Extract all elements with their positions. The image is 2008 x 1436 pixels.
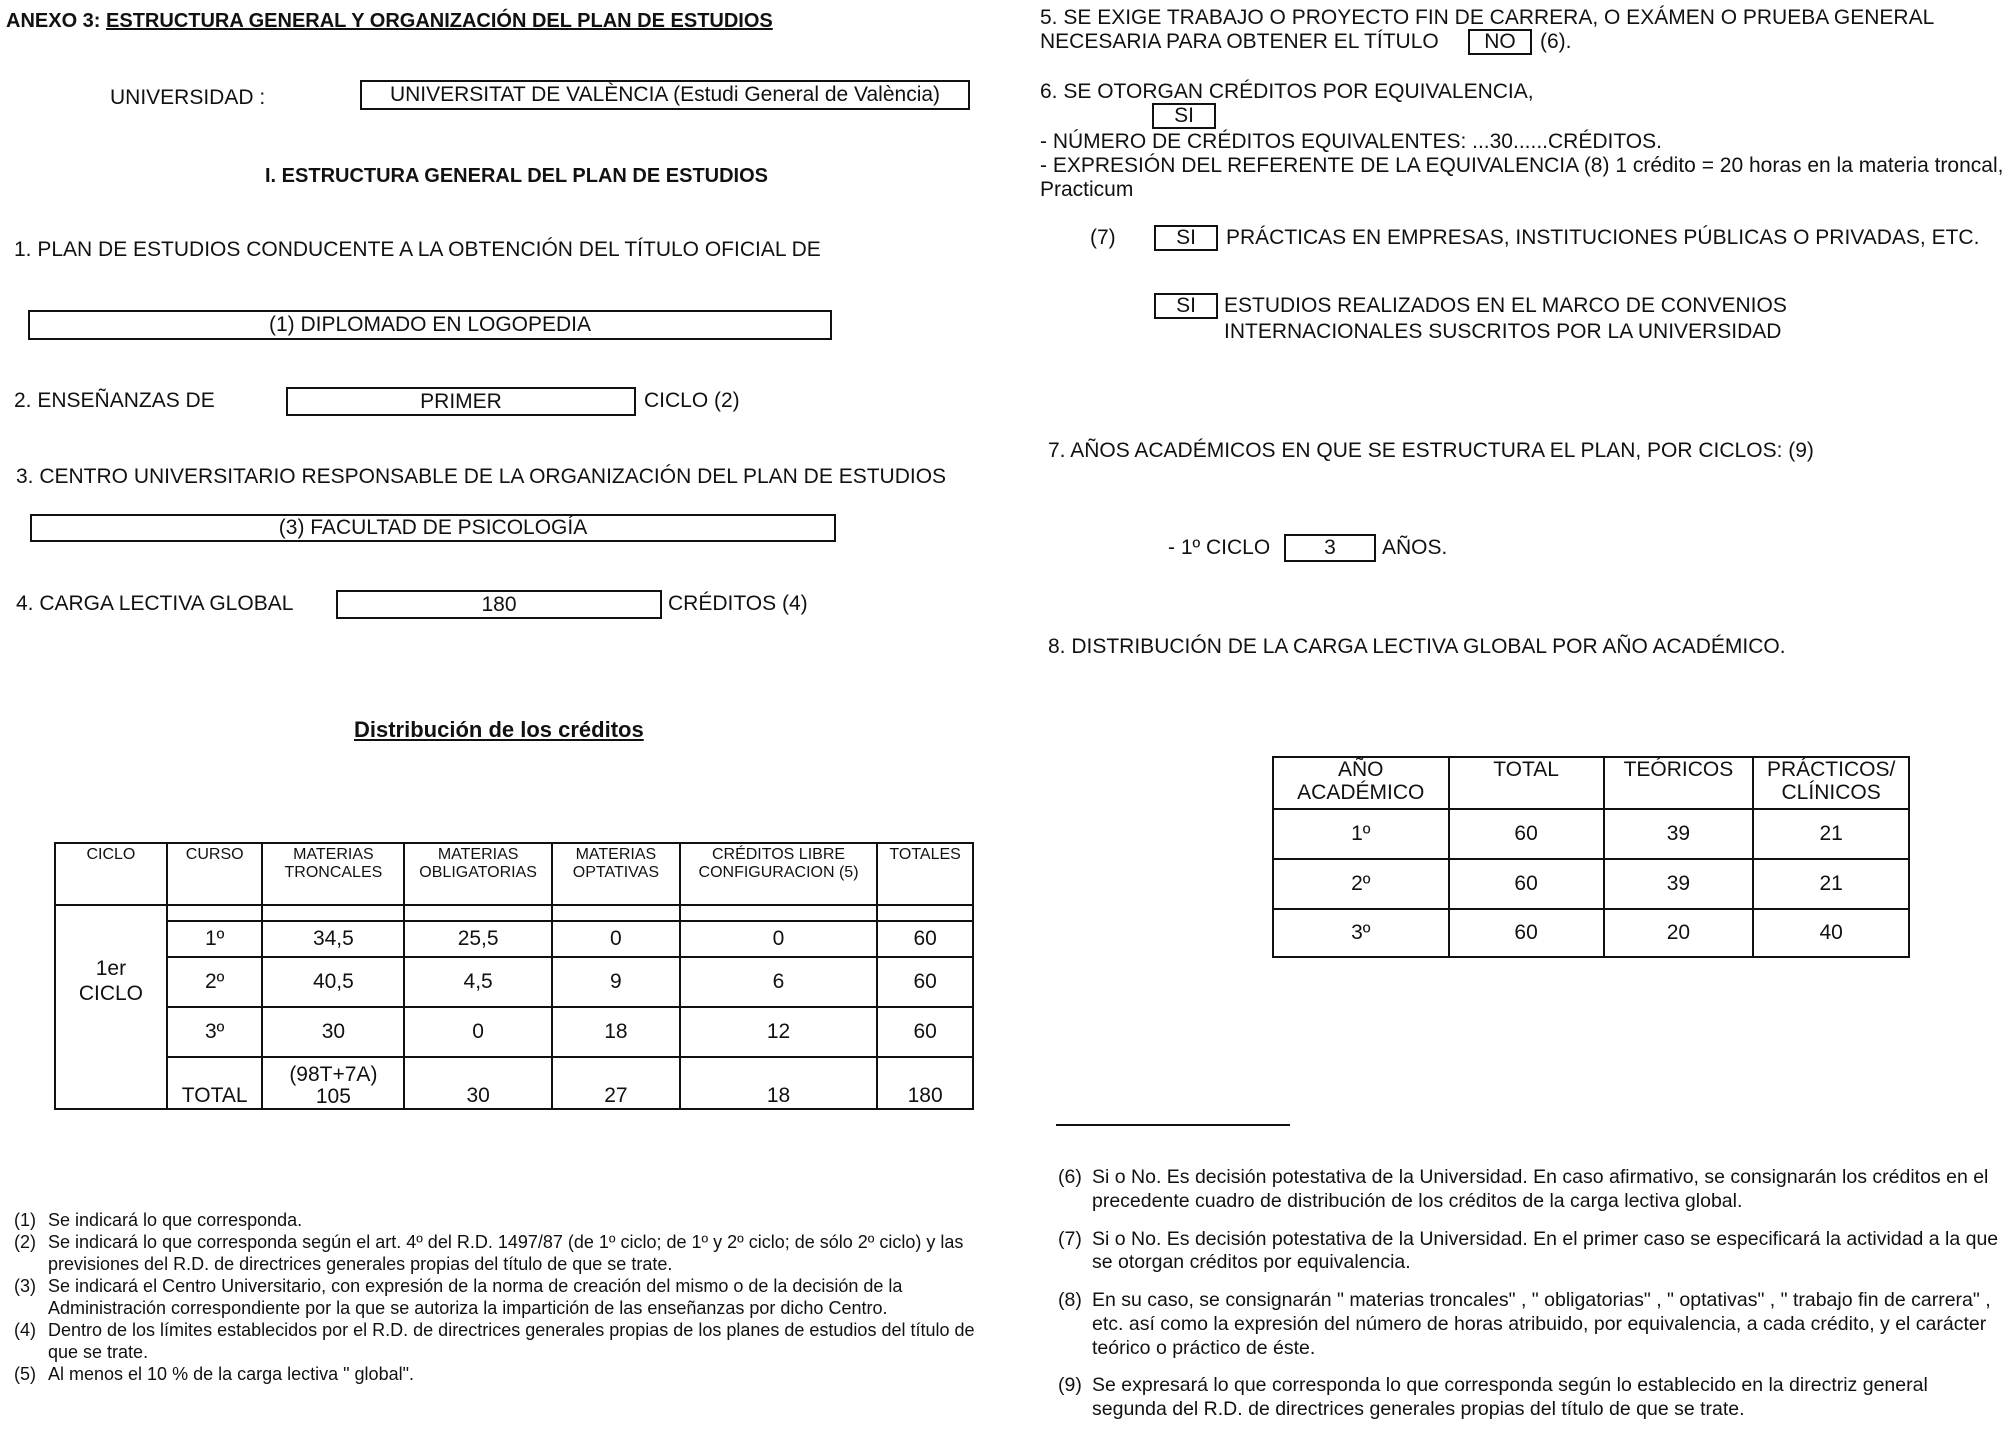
header-totales: TOTALES xyxy=(877,843,973,905)
annex-heading xyxy=(6,10,773,33)
header-optativas: MATERIAS OPTATIVAS xyxy=(552,843,680,905)
table-row xyxy=(55,921,973,957)
row1-libre: 0 xyxy=(680,921,877,957)
row3-troncales: 30 xyxy=(262,1007,404,1057)
cycle-years-suffix: AÑOS. xyxy=(1382,536,1448,559)
row1-totales: 60 xyxy=(877,921,973,957)
row2-libre: 6 xyxy=(680,957,877,1007)
header-teoricos: TEÓRICOS xyxy=(1604,757,1754,809)
total-obligatorias: 30 xyxy=(404,1057,552,1109)
year2: 2º xyxy=(1273,859,1449,909)
header-libre: CRÉDITOS LIBRE CONFIGURACION (5) xyxy=(680,843,877,905)
agreements-field: SI xyxy=(1154,293,1218,319)
year1-total: 60 xyxy=(1449,809,1604,859)
row3-curso: 3º xyxy=(167,1007,263,1057)
center-field: (3) FACULTAD DE PSICOLOGÍA xyxy=(30,514,836,542)
row2-totales: 60 xyxy=(877,957,973,1007)
agreements-text-1: ESTUDIOS REALIZADOS EN EL MARCO DE CONVENIOS xyxy=(1224,294,1787,317)
university-field: UNIVERSITAT DE VALÈNCIA (Estudi General de València) xyxy=(360,80,970,110)
row2-curso: 2º xyxy=(167,957,263,1007)
cycle-cell: 1er CICLO xyxy=(55,905,167,1057)
section-title: I. ESTRUCTURA GENERAL DEL PLAN DE ESTUDIOS xyxy=(265,165,769,187)
left-footnotes xyxy=(14,1210,984,1386)
footnote-8: (8) En su caso, se consignarán " materias troncales" , " obligatorias" , " optativas" , " trabajo fin de carrera" , etc. así como la expresión del número de horas atribuido, por equivalencia, a cada crédito, y el carácter teórico o práctico de éste. xyxy=(1058,1289,1991,1359)
year2-teoricos: 39 xyxy=(1604,859,1754,909)
year3: 3º xyxy=(1273,909,1449,957)
year3-teoricos: 20 xyxy=(1604,909,1754,957)
footnote-7: (7) Si o No. Es decisión potestativa de la Universidad. En el primer caso se especificará la actividad a la que se otorgan créditos por equivalencia. xyxy=(1058,1227,1999,1274)
header-year: AÑO ACADÉMICO xyxy=(1273,757,1449,809)
credits-table xyxy=(54,842,974,1110)
right-footnotes xyxy=(1058,1166,2004,1436)
footnote-4: (4) Dentro de los límites establecidos por el R.D. de directrices generales propias de los planes de estudios del título de que se trate. xyxy=(14,1319,975,1362)
item4-label: 4. CARGA LECTIVA GLOBAL xyxy=(16,592,294,615)
item5-suffix: (6). xyxy=(1540,30,1572,53)
header-practicos: PRÁCTICOS/ CLÍNICOS xyxy=(1753,757,1909,809)
footnote-divider xyxy=(1056,1124,1290,1126)
total-totales: 180 xyxy=(877,1057,973,1109)
header-curso: CURSO xyxy=(167,843,263,905)
row1-optativas: 0 xyxy=(552,921,680,957)
item2-suffix: CICLO (2) xyxy=(644,389,740,412)
row2-optativas: 9 xyxy=(552,957,680,1007)
years-field: 3 xyxy=(1284,534,1376,562)
item5-line2: NECESARIA PARA OBTENER EL TÍTULO xyxy=(1040,30,1439,53)
row2-troncales: 40,5 xyxy=(262,957,404,1007)
year1: 1º xyxy=(1273,809,1449,859)
table-row xyxy=(55,957,973,1007)
internship-text: PRÁCTICAS EN EMPRESAS, INSTITUCIONES PÚBLICAS O PRIVADAS, ETC. xyxy=(1226,226,1980,249)
header-ciclo: CICLO xyxy=(55,843,167,905)
total-row xyxy=(55,1057,973,1109)
row1-troncales: 34,5 xyxy=(262,921,404,957)
header-troncales: MATERIAS TRONCALES xyxy=(262,843,404,905)
item4-suffix: CRÉDITOS (4) xyxy=(668,592,808,615)
year3-practicos: 40 xyxy=(1753,909,1909,957)
row3-optativas: 18 xyxy=(552,1007,680,1057)
year-table xyxy=(1272,756,1910,958)
year1-teoricos: 39 xyxy=(1604,809,1754,859)
annex-title: ESTRUCTURA GENERAL Y ORGANIZACIÓN DEL PLAN DE ESTUDIOS xyxy=(106,10,773,32)
total-troncales-note: (98T+7A) xyxy=(289,1062,378,1086)
cycle-field: PRIMER xyxy=(286,387,636,416)
thesis-field: NO xyxy=(1468,29,1532,55)
total-libre: 18 xyxy=(680,1057,877,1109)
total-curso: TOTAL xyxy=(167,1057,263,1109)
item7-label: 7. AÑOS ACADÉMICOS EN QUE SE ESTRUCTURA EL PLAN, POR CICLOS: (9) xyxy=(1048,439,1814,462)
equivalence-field: SI xyxy=(1152,103,1216,129)
year2-total: 60 xyxy=(1449,859,1604,909)
table-row xyxy=(1273,859,1909,909)
credits-field: 180 xyxy=(336,590,662,619)
row3-libre: 12 xyxy=(680,1007,877,1057)
item5-line1: 5. SE EXIGE TRABAJO O PROYECTO FIN DE CARRERA, O EXÁMEN O PRUEBA GENERAL xyxy=(1040,6,1935,29)
total-optativas: 27 xyxy=(552,1057,680,1109)
footnote-3: (3) Se indicará el Centro Universitario, con expresión de la norma de creación del mismo o de la decisión de la Administración correspondiente por la que se autoriza la impartición de las enseñanzas por dicho Centro. xyxy=(14,1275,903,1318)
item6-credits: - NÚMERO DE CRÉDITOS EQUIVALENTES: ...30......CRÉDITOS. xyxy=(1040,130,1662,153)
table-row xyxy=(1273,909,1909,957)
table-row xyxy=(1273,809,1909,859)
item1-label: 1. PLAN DE ESTUDIOS CONDUCENTE A LA OBTENCIÓN DEL TÍTULO OFICIAL DE xyxy=(14,238,821,261)
footnote-1: (1) Se indicará lo que corresponda. xyxy=(14,1210,303,1230)
footnote-5: (5) Al menos el 10 % de la carga lectiva " global". xyxy=(14,1363,414,1384)
row3-totales: 60 xyxy=(877,1007,973,1057)
row1-obligatorias: 25,5 xyxy=(404,921,552,957)
year3-total: 60 xyxy=(1449,909,1604,957)
internship-field: SI xyxy=(1154,225,1218,251)
item6-label: 6. SE OTORGAN CRÉDITOS POR EQUIVALENCIA, xyxy=(1040,80,1534,103)
table-row xyxy=(55,1007,973,1057)
annex-label: ANEXO 3: xyxy=(6,10,101,32)
opt7-label: (7) xyxy=(1090,226,1116,249)
total-troncales: 105 xyxy=(315,1084,351,1108)
footnote-2: (2) Se indicará lo que corresponda según el art. 4º del R.D. 1497/87 (de 1º ciclo; de 1º y 2º ciclo; de sólo 2º ciclo) y las previsiones del R.D. de directrices generales propias del título de que se trate. xyxy=(14,1231,964,1274)
footnote-9: (9) Se expresará lo que corresponda lo que corresponda según lo establecido en la directriz general segunda del R.D. de directrices generales propias del título de que se trate. xyxy=(1058,1374,1928,1421)
year2-practicos: 21 xyxy=(1753,859,1909,909)
footnote-6: (6) Si o No. Es decisión potestativa de la Universidad. En caso afirmativo, se consignarán los créditos en el precedente cuadro de distribución de los créditos de la carga lectiva global. xyxy=(1058,1166,1989,1212)
row3-obligatorias: 0 xyxy=(404,1007,552,1057)
header-total: TOTAL xyxy=(1449,757,1604,809)
row2-obligatorias: 4,5 xyxy=(404,957,552,1007)
item2-label: 2. ENSEÑANZAS DE xyxy=(14,389,215,412)
item3-label: 3. CENTRO UNIVERSITARIO RESPONSABLE DE LA ORGANIZACIÓN DEL PLAN DE ESTUDIOS xyxy=(16,465,947,488)
row1-curso: 1º xyxy=(167,921,263,957)
degree-field: (1) DIPLOMADO EN LOGOPEDIA xyxy=(28,310,832,340)
item6-ref-line2: Practicum xyxy=(1040,178,1134,201)
distribution-title: Distribución de los créditos xyxy=(354,717,644,742)
agreements-text-2: INTERNACIONALES SUSCRITOS POR LA UNIVERSIDAD xyxy=(1224,320,1782,343)
university-label: UNIVERSIDAD : xyxy=(110,86,266,109)
cycle-years-prefix: - 1º CICLO xyxy=(1168,536,1271,559)
item6-ref-line1: - EXPRESIÓN DEL REFERENTE DE LA EQUIVALENCIA (8) 1 crédito = 20 horas en la materia troncal, xyxy=(1040,154,2004,177)
header-obligatorias: MATERIAS OBLIGATORIAS xyxy=(404,843,552,905)
item8-label: 8. DISTRIBUCIÓN DE LA CARGA LECTIVA GLOBAL POR AÑO ACADÉMICO. xyxy=(1048,635,1786,658)
year1-practicos: 21 xyxy=(1753,809,1909,859)
